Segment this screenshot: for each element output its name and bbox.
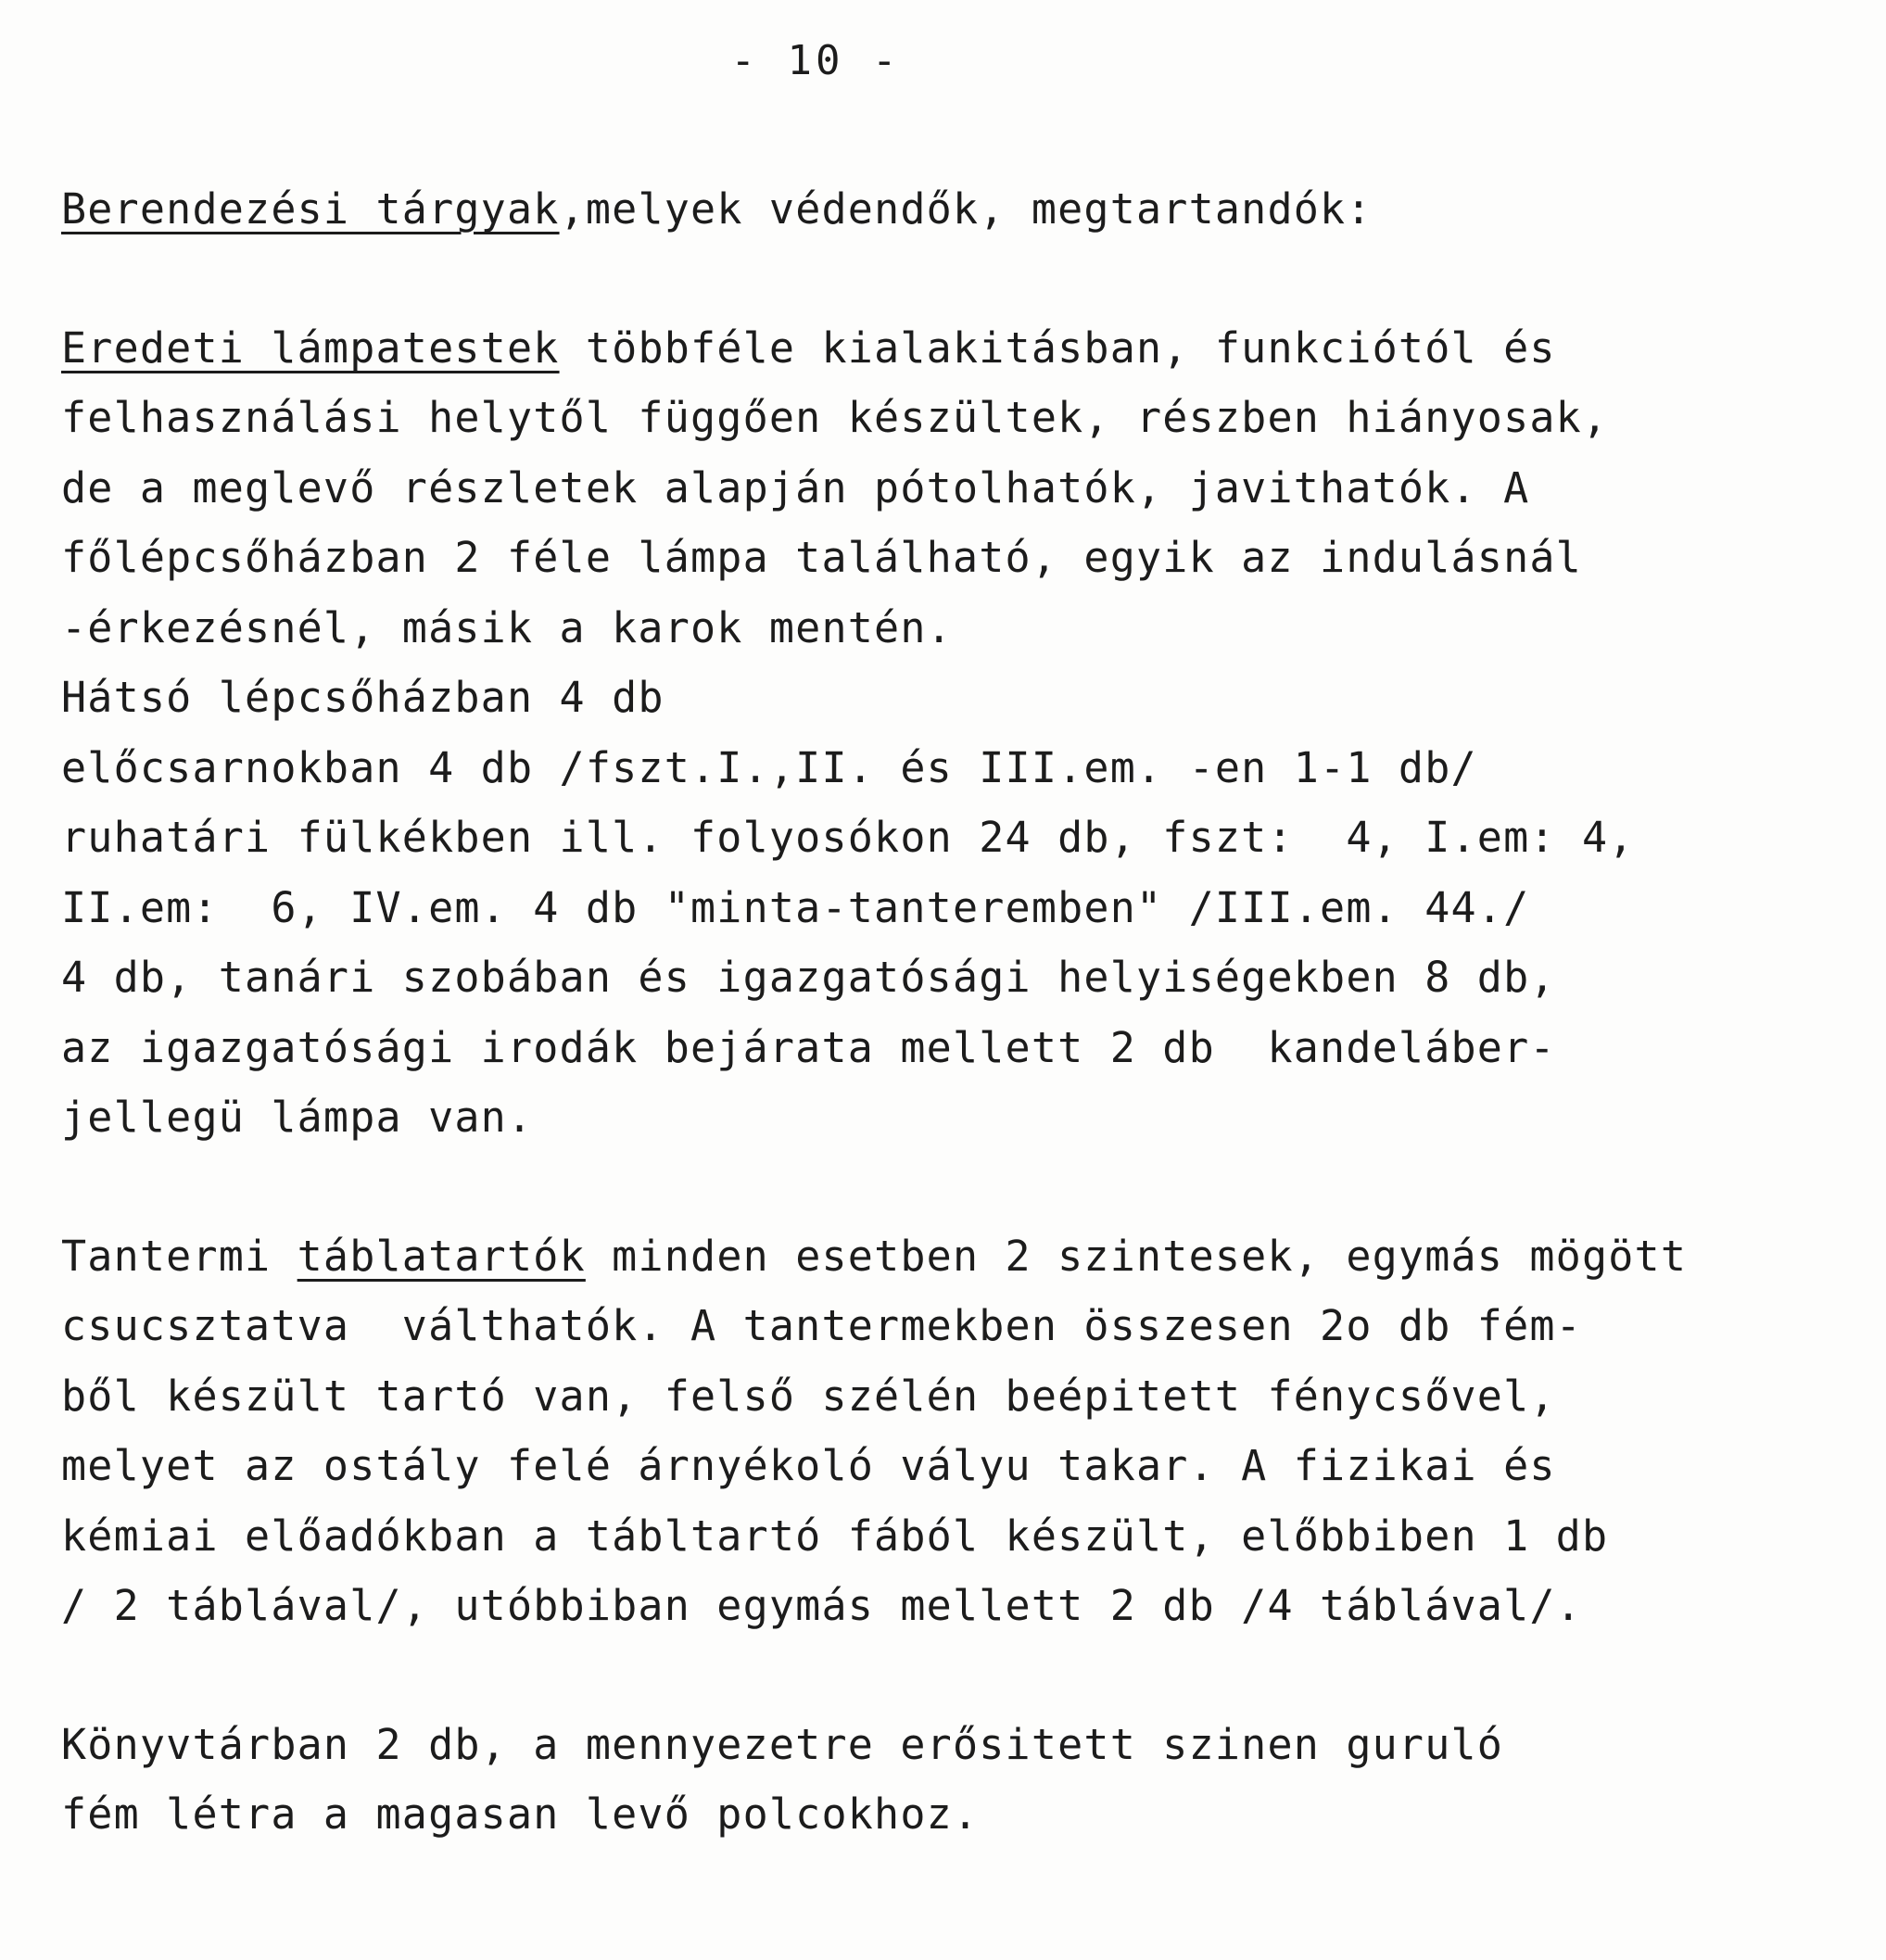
lamps-line-1 [61,321,1556,376]
lamps-line-1-rest: többféle kialakitásban, funkciótól és [559,323,1556,373]
lamps-line: felhasználási helytől függően készültek, részben hiányosak, [61,393,1609,442]
lamps-line: jellegü lámpa van. [61,1093,534,1142]
boards-line: csucsztatva válthatók. A tantermekben összesen 2o db fém- [61,1301,1582,1350]
lamps-line: 4 db, tanári szobában és igazgatósági helyiségekben 8 db, [61,953,1556,1002]
boards-line-1 [61,1229,1687,1284]
boards-title: táblatartók [297,1232,586,1281]
heading-underlined: Berendezési tárgyak [61,184,560,234]
lamps-line: II.em: 6, IV.em. 4 db "minta-tanteremben" /III.em. 44./ [61,883,1530,932]
heading-rest: ,melyek védendők, megtartandók: [559,184,1373,234]
boards-line: melyet az ostály felé árnyékoló vályu takar. A fizikai és [61,1441,1556,1490]
lamps-line: az igazgatósági irodák bejárata mellett 2 db kandeláber- [61,1023,1556,1072]
boards-prefix: Tantermi [61,1232,297,1281]
library-line: fém létra a magasan levő polcokhoz. [61,1789,980,1839]
boards-line: ből készült tartó van, felső szélén beépitett fénycsővel, [61,1372,1556,1421]
lamps-line: ruhatári fülkékben ill. folyosókon 24 db, fszt: 4, I.em: 4, [61,813,1635,862]
boards-line: kémiai előadókban a tábltartó fából készült, előbbiben 1 db [61,1511,1609,1561]
lamps-line: Hátsó lépcsőházban 4 db [61,673,665,722]
lamps-line: -érkezésnél, másik a karok mentén. [61,603,953,652]
lamps-line: de a meglevő részletek alapján pótolhatók, javithatók. A [61,463,1530,512]
section-heading [61,182,1373,237]
boards-line: / 2 táblával/, utóbbiban egymás mellett 2 db /4 táblával/. [61,1581,1582,1630]
library-line: Könyvtárban 2 db, a mennyezetre erősitett szinen guruló [61,1720,1504,1769]
lamps-line: főlépcsőházban 2 féle lámpa található, egyik az indulásnál [61,533,1582,582]
boards-line-1-rest: minden esetben 2 szintesek, egymás mögött [585,1232,1688,1281]
lamps-line: előcsarnokban 4 db /fszt.I.,II. és III.em. -en 1-1 db/ [61,743,1477,792]
lamps-title: Eredeti lámpatestek [61,323,560,373]
page-number: - 10 - [730,37,901,84]
